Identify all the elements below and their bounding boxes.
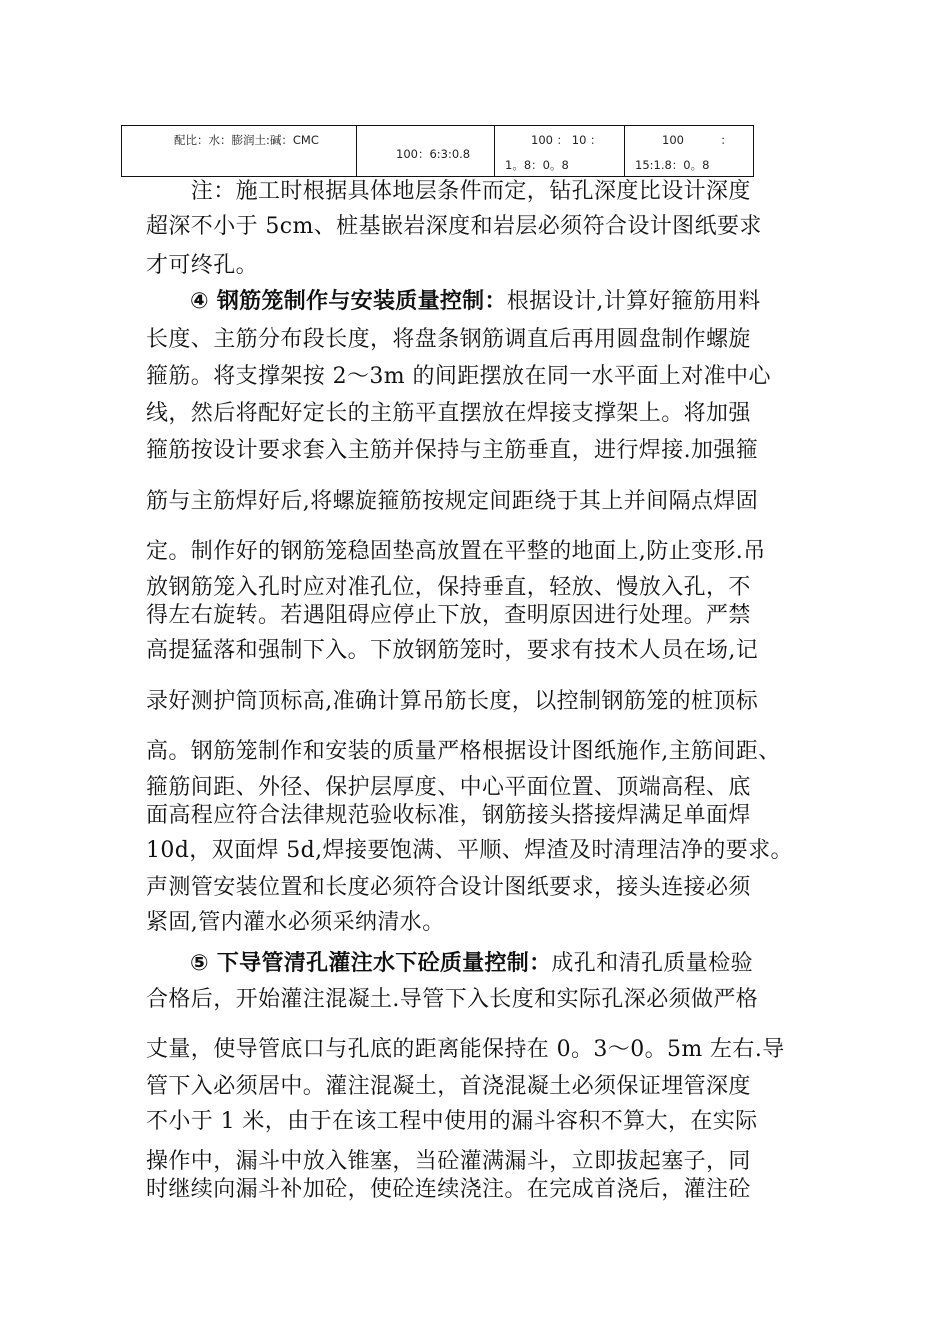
mix-ratio-value: 100：6:3:0.8 <box>396 147 471 161</box>
table-cell <box>357 126 495 177</box>
paragraph-line: 高。钢筋笼制作和安装的质量严格根据设计图纸施作,主筋间距、 <box>146 739 781 764</box>
paragraph-line: 高提猛落和强制下入。下放钢筋笼时，要求有技术人员在场,记 <box>146 638 759 663</box>
section-heading: ⑤ 下导管清孔灌注水下砼质量控制： <box>190 951 552 976</box>
paragraph-line <box>146 287 826 317</box>
paragraph-line: 线，然后将配好定长的主筋平直摆放在焊接支撑架上。将加强 <box>146 401 751 426</box>
mix-ratio-value: 15:1.8：0。8 <box>635 158 710 172</box>
table-cell <box>625 126 754 177</box>
paragraph-line: 长度、主筋分布段长度，将盘条钢筋调直后再用圆盘制作螺旋 <box>146 327 751 352</box>
paragraph-line: 箍筋间距、外径、保护层厚度、中心平面位置、顶端高程、底 <box>146 775 751 800</box>
paragraph-line: 箍筋。将支撑架按 2～3m 的间距摆放在同一水平面上对准中心 <box>146 364 771 389</box>
mix-ratio-value: 100 ： <box>662 133 733 147</box>
paragraph-line: 得左右旋转。若遇阻碍应停止下放，查明原因进行处理。严禁 <box>146 603 751 628</box>
paragraph-line: 超深不小于 5cm、桩基嵌岩深度和岩层必须符合设计图纸要求 <box>146 214 762 239</box>
mix-ratio-label: 配比：水：膨润土:碱：CMC <box>174 133 319 147</box>
paragraph-line: 面高程应符合法律规范验收标准，钢筋接头搭接焊满足单面焊 <box>146 803 751 828</box>
paragraph-line: 录好测护筒顶标高,准确计算吊筋长度，以控制钢筋笼的桩顶标 <box>146 689 759 714</box>
paragraph-line: 注：施工时根据具体地层条件而定，钻孔深度比设计深度 <box>146 179 751 204</box>
section-heading: ④ 钢筋笼制作与安装质量控制： <box>190 289 507 314</box>
paragraph-text: 根据设计,计算好箍筋用料 <box>506 289 761 314</box>
paragraph-line: 声测管安装位置和长度必须符合设计图纸要求，接头连接必须 <box>146 875 751 900</box>
paragraph-line: 放钢筋笼入孔时应对准孔位，保持垂直，轻放、慢放入孔，不 <box>146 575 751 600</box>
mix-ratio-value: 100 ： 10 ： <box>531 133 602 147</box>
table-cell-label <box>122 126 357 177</box>
paragraph-line: 丈量，使导管底口与孔底的距离能保持在 0。3～0。5m 左右.导 <box>146 1037 785 1062</box>
paragraph-line: 合格后，开始灌注混凝土.导管下入长度和实际孔深必须做严格 <box>146 987 759 1012</box>
paragraph-line <box>146 949 826 979</box>
table-cell <box>495 126 625 177</box>
paragraph-line: 时继续向漏斗补加砼，使砼连续浇注。在完成首浇后，灌注砼 <box>146 1177 751 1202</box>
paragraph-line: 10d，双面焊 5d,焊接要饱满、平顺、焊渣及时清理洁净的要求。 <box>146 838 793 863</box>
paragraph-line: 操作中，漏斗中放入锥塞，当砼灌满漏斗，立即拔起塞子，同 <box>146 1149 751 1174</box>
paragraph-text: 成孔和清孔质量检验 <box>551 951 753 976</box>
paragraph-line: 不小于 1 米，由于在该工程中使用的漏斗容积不算大，在实际 <box>146 1109 758 1134</box>
paragraph-line: 紧固,管内灌水必须采纳清水。 <box>146 910 445 935</box>
paragraph-line: 才可终孔。 <box>146 253 259 278</box>
paragraph-line: 定。制作好的钢筋笼稳固垫高放置在平整的地面上,防止变形.吊 <box>146 539 766 564</box>
table-row <box>122 126 754 177</box>
mix-ratio-value: 1。8：0。8 <box>505 158 569 172</box>
paragraph-line: 筋与主筋焊好后,将螺旋箍筋按规定间距绕于其上并间隔点焊固 <box>146 489 759 514</box>
paragraph-line: 箍筋按设计要求套入主筋并保持与主筋垂直，进行焊接.加强箍 <box>146 438 759 463</box>
paragraph-line: 管下入必须居中。灌注混凝土，首浇混凝土必须保证埋管深度 <box>146 1074 751 1099</box>
mix-ratio-table <box>121 125 754 177</box>
